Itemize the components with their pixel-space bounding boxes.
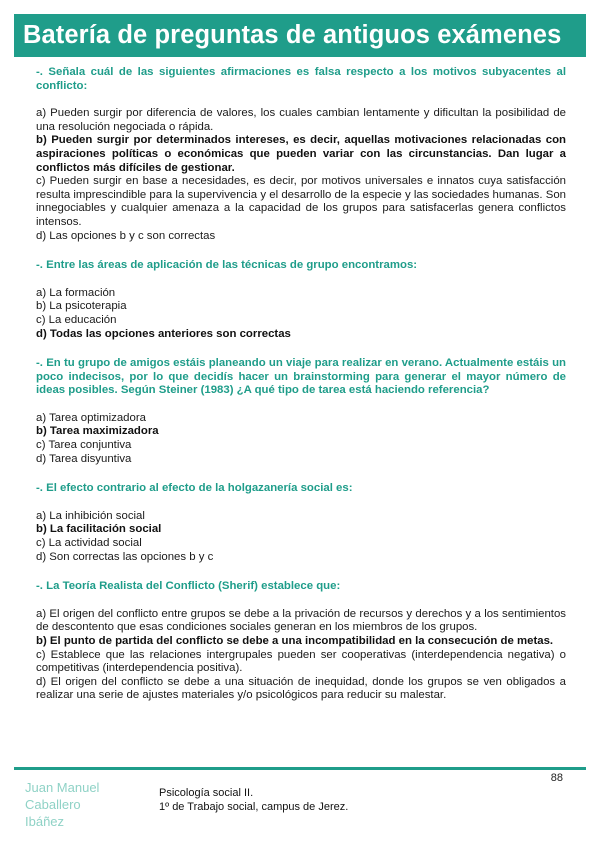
answer-option: d) Las opciones b y c son correctas [36,229,216,242]
answer-option: d) El origen del conflicto se debe a una situación de inequidad, donde los grupos se ven obligados a realizar una serie de ajustes materiales y/o psicológicos para reducir su malestar. [36,675,566,702]
answer-option: a) Tarea optimizadora [36,411,146,424]
question-prompt: -. El efecto contrario al efecto de la holgazanería social es: [36,482,353,495]
answer-option: c) La actividad social [36,537,142,550]
author-name [25,779,135,830]
question-prompt: -. En tu grupo de amigos estáis planeando un viaje para realizar en verano. Actualmente estáis un poco indecisos, por lo que decidís hacer un brainstorming para generar el mayor número de ideas posibles. Según Steiner (1983) ¿A qué tipo de tarea está haciendo referencia? [36,357,566,397]
author-line: Ibáñez [25,814,65,829]
question-3 [36,357,566,466]
course-line: 1º de Trabajo social, campus de Jerez. [159,801,349,813]
question-prompt: -. Señala cuál de las siguientes afirmaciones es falsa respecto a los motivos subyacentes al conflicto: [36,66,566,92]
course-line: Psicología social II. [159,787,254,799]
answer-option: b) La psicoterapia [36,300,127,313]
answer-option-correct: b) Pueden surgir por determinados intereses, es decir, aquellas motivaciones relacionadas con aspiraciones políticas o económicas que pueden variar con las circunstancias. Dan lugar a conflictos más difíciles de gestionar. [36,134,566,174]
answer-option: a) La formación [36,286,116,299]
question-2 [36,259,566,341]
answer-option-correct: b) El punto de partida del conflicto se debe a una incompatibilidad en la consecución de metas. [36,635,554,647]
answer-option-correct: d) Todas las opciones anteriores son correctas [36,327,291,340]
answer-option: c) La educación [36,313,117,326]
answer-option: a) La inhibición social [36,509,145,522]
footer-divider [14,767,586,770]
answer-option: c) Establece que las relaciones intergrupales pueden ser cooperativas (interdependencia negativa) o competitivas (interdependencia positiva). [36,648,566,675]
answer-option: c) Tarea conjuntiva [36,439,132,452]
question-prompt: -. Entre las áreas de aplicación de las técnicas de grupo encontramos: [36,259,418,272]
question-list [36,66,566,719]
page-number: 88 [550,772,563,784]
course-info [159,786,348,814]
answer-option: d) Son correctas las opciones b y c [36,550,214,563]
question-4 [36,482,566,564]
answer-option: d) Tarea disyuntiva [36,452,132,465]
answer-option-correct: b) La facilitación social [36,523,162,536]
page-title: Batería de preguntas de antiguos exámenes [14,14,586,57]
answer-option: c) Pueden surgir en base a necesidades, es decir, por motivos universales e innatos cuya satisfacción resulta imprescindible para la supervivencia y el desarrollo de la especie y las sociedades humanas. Son innegociables y cualquier amenaza a la capacidad de los grupos para satisfacerlas genera conflictos intensos. [36,175,566,228]
author-line: Caballero [25,797,81,812]
answer-option-correct: b) Tarea maximizadora [36,425,159,438]
question-5 [36,580,566,703]
answer-option: a) Pueden surgir por diferencia de valores, los cuales cambian lentamente y dificultan la posibilidad de una resolución negociada o rápida. [36,107,566,133]
question-1 [36,66,566,243]
answer-option: a) El origen del conflicto entre grupos se debe a la privación de recursos y derechos y a los sentimientos de descontento que esas condiciones sociales generan en los miembros de los grupos. [36,607,566,634]
question-prompt: -. La Teoría Realista del Conflicto (Sherif) establece que: [36,580,341,593]
author-line: Juan Manuel [25,780,100,795]
